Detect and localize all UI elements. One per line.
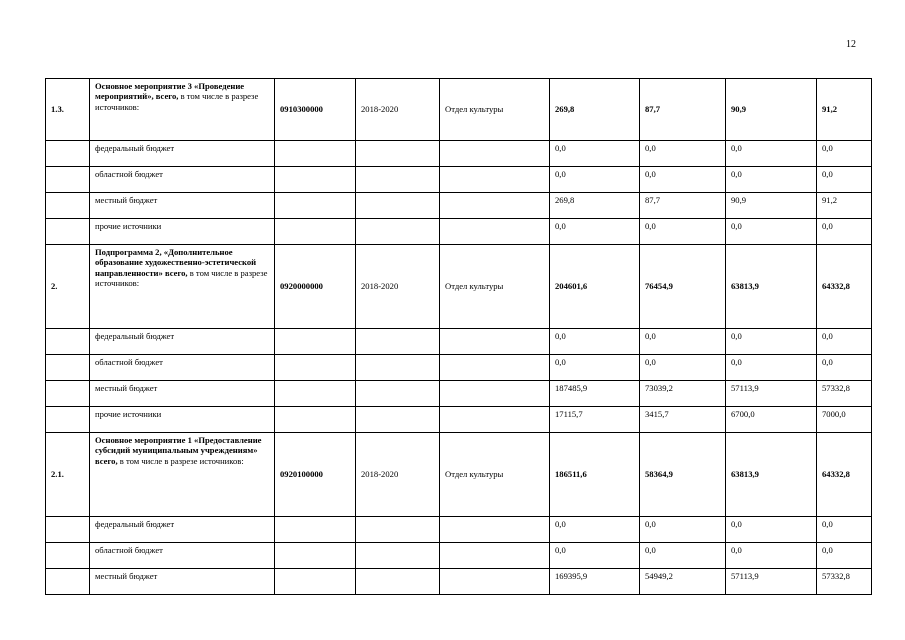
executor-cell: Отдел культуры [440,79,550,141]
table-row-source [46,193,872,219]
value-2020-cell: 0,0 [817,543,872,569]
value-2019-cell: 63813,9 [726,245,817,329]
row-name-cell [90,245,275,329]
table-row-source [46,407,872,433]
total-value-cell: 0,0 [550,355,640,381]
row-name-bold: Основное мероприятие 3 «Проведение мероприятий», всего, [95,81,245,102]
row-name-cell [90,433,275,517]
period-cell [356,141,440,167]
period-cell [356,543,440,569]
table-row-source [46,569,872,595]
table-row-source [46,141,872,167]
source-name-cell: федеральный бюджет [90,517,275,543]
value-2020-cell: 0,0 [817,355,872,381]
value-2018-cell: 3415,7 [640,407,726,433]
total-value-cell: 186511,6 [550,433,640,517]
value-2018-cell: 54949,2 [640,569,726,595]
table-row-source [46,355,872,381]
executor-cell [440,355,550,381]
row-number-cell [46,407,90,433]
row-number-cell [46,569,90,595]
total-value-cell: 269,8 [550,79,640,141]
value-2019-cell: 0,0 [726,355,817,381]
page-number: 12 [846,39,856,50]
total-value-cell: 0,0 [550,167,640,193]
value-2020-cell: 64332,8 [817,245,872,329]
value-2019-cell: 63813,9 [726,433,817,517]
source-name-cell: местный бюджет [90,193,275,219]
value-2018-cell: 87,7 [640,193,726,219]
budget-code-cell [275,381,356,407]
row-number-cell: 1.3. [46,79,90,141]
executor-cell: Отдел культуры [440,433,550,517]
value-2019-cell: 90,9 [726,79,817,141]
source-name-cell: прочие источники [90,407,275,433]
row-number-cell [46,329,90,355]
budget-code-cell: 0910300000 [275,79,356,141]
row-name-normal: в том числе в разрезе источников: [95,267,268,289]
value-2019-cell: 0,0 [726,517,817,543]
budget-code-cell [275,407,356,433]
period-cell [356,193,440,219]
period-cell [356,355,440,381]
table-row-source [46,543,872,569]
table-row-program [46,79,872,141]
executor-cell [440,141,550,167]
executor-cell [440,219,550,245]
source-name-cell: федеральный бюджет [90,141,275,167]
executor-cell [440,543,550,569]
total-value-cell: 17115,7 [550,407,640,433]
total-value-cell: 0,0 [550,543,640,569]
value-2020-cell: 91,2 [817,79,872,141]
row-name-normal: в том числе в разрезе источников: [95,91,259,112]
source-name-cell: областной бюджет [90,543,275,569]
value-2019-cell: 0,0 [726,167,817,193]
value-2020-cell: 7000,0 [817,407,872,433]
row-number-cell [46,167,90,193]
value-2018-cell: 0,0 [640,329,726,355]
value-2019-cell: 57113,9 [726,381,817,407]
value-2018-cell: 0,0 [640,543,726,569]
budget-code-cell [275,569,356,595]
table-row-source [46,167,872,193]
budget-table [45,78,872,595]
value-2018-cell: 0,0 [640,219,726,245]
total-value-cell: 0,0 [550,517,640,543]
budget-code-cell [275,219,356,245]
executor-cell [440,517,550,543]
source-name-cell: прочие источники [90,219,275,245]
value-2018-cell: 0,0 [640,355,726,381]
value-2019-cell: 90,9 [726,193,817,219]
executor-cell [440,381,550,407]
row-number-cell: 2. [46,245,90,329]
value-2018-cell: 0,0 [640,167,726,193]
value-2018-cell: 87,7 [640,79,726,141]
table-body [46,79,872,595]
value-2020-cell: 0,0 [817,167,872,193]
executor-cell [440,167,550,193]
value-2018-cell: 73039,2 [640,381,726,407]
value-2020-cell: 0,0 [817,329,872,355]
value-2018-cell: 58364,9 [640,433,726,517]
value-2019-cell: 0,0 [726,141,817,167]
budget-code-cell [275,193,356,219]
row-name-normal: в том числе в разрезе источников: [117,455,244,466]
executor-cell [440,329,550,355]
period-cell [356,329,440,355]
value-2019-cell: 0,0 [726,543,817,569]
source-name-cell: местный бюджет [90,569,275,595]
table-row-source [46,219,872,245]
executor-cell [440,569,550,595]
row-name-bold: Подпрограмма 2, «Дополнительное образование художественно-эстетической направленности» всего, [95,247,257,278]
budget-code-cell [275,517,356,543]
period-cell [356,219,440,245]
source-name-cell: областной бюджет [90,167,275,193]
total-value-cell: 0,0 [550,219,640,245]
total-value-cell: 169395,9 [550,569,640,595]
source-name-cell: областной бюджет [90,355,275,381]
executor-cell: Отдел культуры [440,245,550,329]
value-2020-cell: 0,0 [817,219,872,245]
budget-code-cell [275,141,356,167]
budget-code-cell [275,167,356,193]
row-number-cell [46,141,90,167]
table-row-program [46,433,872,517]
budget-code-cell: 0920100000 [275,433,356,517]
row-name-cell [90,79,275,141]
period-cell: 2018-2020 [356,433,440,517]
value-2019-cell: 57113,9 [726,569,817,595]
budget-code-cell [275,543,356,569]
row-number-cell [46,219,90,245]
executor-cell [440,193,550,219]
total-value-cell: 269,8 [550,193,640,219]
value-2020-cell: 57332,8 [817,381,872,407]
row-number-cell [46,543,90,569]
table-row-source [46,329,872,355]
budget-code-cell [275,355,356,381]
budget-code-cell: 0920000000 [275,245,356,329]
source-name-cell: федеральный бюджет [90,329,275,355]
value-2019-cell: 0,0 [726,329,817,355]
row-number-cell [46,517,90,543]
total-value-cell: 0,0 [550,329,640,355]
value-2018-cell: 0,0 [640,517,726,543]
executor-cell [440,407,550,433]
value-2020-cell: 91,2 [817,193,872,219]
period-cell: 2018-2020 [356,79,440,141]
table-row-program [46,245,872,329]
value-2020-cell: 0,0 [817,141,872,167]
total-value-cell: 0,0 [550,141,640,167]
total-value-cell: 204601,6 [550,245,640,329]
period-cell [356,381,440,407]
table-row-source [46,381,872,407]
row-number-cell [46,355,90,381]
value-2020-cell: 57332,8 [817,569,872,595]
value-2020-cell: 0,0 [817,517,872,543]
value-2018-cell: 0,0 [640,141,726,167]
total-value-cell: 187485,9 [550,381,640,407]
period-cell [356,167,440,193]
period-cell: 2018-2020 [356,245,440,329]
value-2020-cell: 64332,8 [817,433,872,517]
budget-code-cell [275,329,356,355]
row-number-cell: 2.1. [46,433,90,517]
row-number-cell [46,193,90,219]
period-cell [356,407,440,433]
source-name-cell: местный бюджет [90,381,275,407]
row-number-cell [46,381,90,407]
period-cell [356,517,440,543]
value-2019-cell: 0,0 [726,219,817,245]
period-cell [356,569,440,595]
value-2018-cell: 76454,9 [640,245,726,329]
row-name-bold: Основное мероприятие 1 «Предоставление субсидий муниципальным учреждениям» всего, [95,435,262,466]
value-2019-cell: 6700,0 [726,407,817,433]
table-row-source [46,517,872,543]
